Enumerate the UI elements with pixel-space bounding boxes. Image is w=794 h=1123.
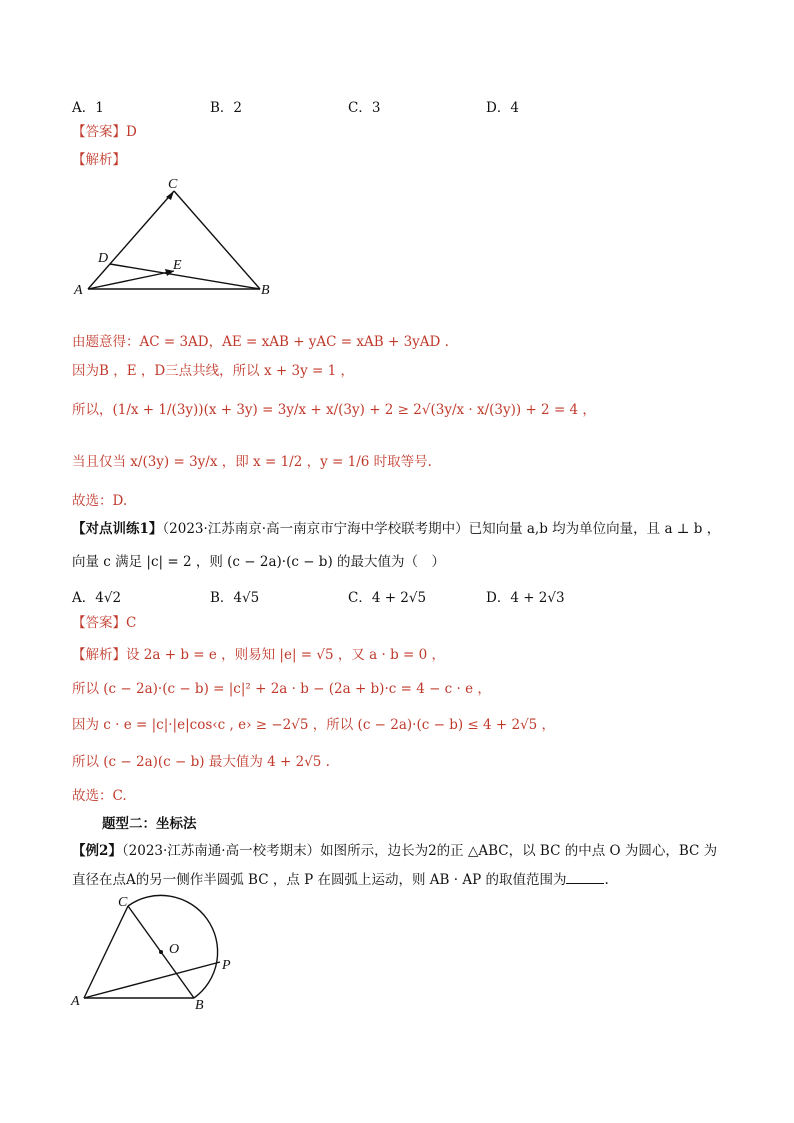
option-a: A．1 (72, 100, 104, 116)
label-b: B (195, 998, 204, 1013)
q3-text-2-end: . (604, 872, 609, 888)
q2-line-3: 因为 c · e = |c|·|e|cos‹c , e› ≥ −2√5 ，所以 (c − 2a)·(c − b) ≤ 4 + 2√5 ， (72, 717, 556, 733)
q2-option-d: D．4 + 2√3 (486, 590, 565, 606)
option-b: B．2 (210, 100, 243, 116)
semicircle-figure (66, 892, 256, 1016)
triangle-figure-1 (70, 172, 280, 302)
q3-text-1: （2023·江苏南通·高一校考期末）如图所示，边长为2的正 △ABC，以 BC 的中点 O 为圆心，BC 为 (121, 843, 718, 859)
q1-line-1: 由题意得：AC = 3AD，AE = xAB + yAC = xAB + 3yAD . (72, 334, 449, 350)
q2-title (72, 520, 720, 538)
answer-blank[interactable] (566, 871, 604, 884)
q1-line-4: 当且仅当 x/(3y) = 3y/x ，即 x = 1/2 ，y = 1/6 时取等号. (72, 454, 432, 470)
side-cb (174, 191, 260, 289)
q2-line-4: 所以 (c − 2a)(c − b) 最大值为 4 + 2√5 . (72, 754, 330, 770)
q2-option-c: C．4 + 2√5 (348, 590, 427, 606)
label-p: P (222, 958, 231, 973)
q3-text-2: 直径在点A的另一侧作半圆弧 BC ，点 P 在圆弧上运动，则 AB · AP 的取值范围为 (72, 872, 567, 888)
option-c: C．3 (348, 100, 381, 116)
label-e: E (173, 258, 182, 273)
label-o: O (169, 942, 180, 957)
option-d: D．4 (486, 100, 519, 116)
q2-line-2: 所以 (c − 2a)·(c − b) = |c|² + 2a · b − (2a + b)·c = 4 − c · e ， (72, 681, 491, 697)
center-point-o (159, 950, 163, 954)
label-d: D (98, 251, 109, 266)
q2-answer: 【答案】C (72, 615, 137, 631)
q1-analysis-label: 【解析】 (72, 152, 126, 168)
label-b: B (261, 283, 270, 298)
q2-line-5: 故选：C. (72, 788, 127, 804)
q3-tag: 【例2】 (72, 843, 122, 859)
q3-title-line-2 (72, 871, 609, 889)
q2-title-text: （2023·江苏南京·高一南京市宁海中学校联考期中）已知向量 a,b 均为单位向量，且 a ⊥ b ， (162, 521, 721, 537)
q2-tag: 【对点训练1】 (72, 521, 163, 537)
q1-line-3: 所以，(1/x + 1/(3y))(x + 3y) = 3y/x + x/(3y) + 2 ≥ 2√(3y/x · x/(3y)) + 2 = 4 ， (72, 402, 596, 418)
q1-line-2: 因为B ，E ，D三点共线，所以 x + 3y = 1 ， (72, 363, 354, 379)
segment-db (110, 264, 260, 289)
q1-line-5: 故选：D. (72, 493, 128, 509)
q3-title (72, 842, 717, 860)
q2-option-b: B．4√5 (210, 590, 260, 606)
label-c: C (168, 177, 178, 192)
side-ac (84, 906, 128, 998)
label-a: A (74, 283, 83, 298)
label-c: C (118, 895, 128, 910)
section-heading: 题型二：坐标法 (102, 816, 197, 832)
q2-title-line-2: 向量 c 满足 |c| = 2 ，则 (c − 2a)·(c − b) 的最大值为（ ） (72, 554, 445, 570)
label-a: A (71, 994, 80, 1009)
q2-line-1: 【解析】设 2a + b = e ，则易知 |e| = √5 ，又 a · b = 0 ， (72, 647, 446, 663)
q2-option-a: A．4√2 (72, 590, 122, 606)
q1-answer: 【答案】D (72, 124, 137, 140)
